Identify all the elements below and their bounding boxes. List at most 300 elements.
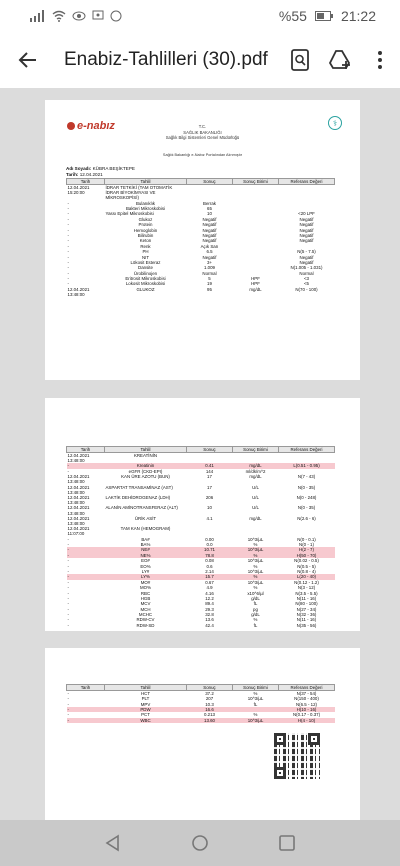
cell-ref: N(35 - 56) bbox=[296, 622, 317, 628]
cell-result: 0.213 bbox=[204, 712, 215, 718]
cell-date: - bbox=[67, 585, 69, 591]
cell-ref: N(11 - 16) bbox=[296, 595, 317, 601]
cell-unit: 10^3/µL bbox=[247, 696, 264, 702]
cell-date: 12.04.2021 13:48:00 bbox=[67, 453, 90, 464]
cell-unit: HPF bbox=[251, 276, 260, 282]
cell-test: MCH bbox=[140, 606, 151, 612]
cell-result: 4.16 bbox=[205, 590, 214, 596]
cell-date: - bbox=[67, 254, 69, 260]
table-row bbox=[67, 505, 335, 515]
cell-ref: Negatif bbox=[299, 216, 314, 222]
cell-unit: % bbox=[253, 691, 258, 696]
cell-ref: N(0.12 - 1.2) bbox=[294, 579, 319, 585]
cell-unit bbox=[233, 526, 279, 536]
cell-ref: L(0.51 - 0.95) bbox=[279, 463, 335, 468]
cell-result: Negatif bbox=[202, 238, 217, 244]
cell-test: Bilirubin bbox=[137, 232, 154, 238]
cell-ref: Negatif bbox=[299, 259, 314, 265]
cell-test: BA% bbox=[140, 542, 151, 548]
more-vert-icon bbox=[377, 50, 383, 70]
cell-date: - bbox=[67, 243, 69, 249]
cell-ref: N(2.6 - 6) bbox=[297, 515, 316, 521]
cell-unit: % bbox=[253, 617, 258, 623]
cell-test: NIT bbox=[141, 254, 150, 260]
cell-test: Bakteri Mikroskobisi bbox=[125, 206, 166, 211]
status-icons-left bbox=[30, 10, 122, 22]
cell-test: EO# bbox=[141, 558, 150, 564]
cell-test: NE% bbox=[105, 553, 187, 558]
cell-unit: fL bbox=[253, 701, 258, 707]
ministry-line: T.C. bbox=[198, 124, 207, 129]
cell-unit: U/L bbox=[252, 505, 259, 511]
cell-date: - bbox=[67, 568, 69, 574]
cell-date: - bbox=[67, 249, 69, 255]
cell-ref: N(6.5 - 12) bbox=[296, 701, 317, 707]
cell-result: Negatif bbox=[202, 216, 217, 222]
table-row bbox=[67, 287, 335, 297]
cell-test: Eritrosit Mikroskobisi bbox=[125, 276, 166, 282]
cell-ref: N(0 - 248) bbox=[296, 495, 317, 500]
cell-date: - bbox=[67, 574, 105, 579]
cell-ref: N(0 - 35) bbox=[297, 484, 316, 490]
wifi-icon bbox=[52, 10, 66, 22]
cell-date: 12.04.2021 11:07:00 bbox=[67, 526, 90, 537]
cell-result: 0.67 bbox=[205, 579, 214, 585]
cell-ref: N(70 - 100) bbox=[295, 286, 318, 292]
cell-date: - bbox=[67, 276, 69, 282]
col-header: Tahlil bbox=[105, 685, 187, 691]
portal-note: Sağlık Bakanlığı e-Nabız Portalından Alınmıştır bbox=[162, 153, 243, 157]
pdf-page-1 bbox=[45, 100, 360, 380]
cell-date: - bbox=[67, 563, 69, 569]
cell-unit: mg/dL bbox=[249, 474, 262, 480]
col-header: Sonuç bbox=[187, 447, 233, 453]
cell-result: Negatif bbox=[202, 232, 217, 238]
patient-info bbox=[45, 166, 360, 178]
cell-ref: N(32 - 36) bbox=[296, 612, 317, 618]
cell-date: - bbox=[67, 200, 69, 206]
cell-unit: U/L bbox=[252, 495, 259, 500]
cell-result bbox=[187, 453, 233, 464]
cell-unit bbox=[233, 185, 279, 201]
patient-name: KÜBRA BEŞİKTEPE bbox=[92, 166, 135, 171]
document-title: Enabiz-Tahlilleri (30).pdf bbox=[64, 49, 268, 70]
cell-result: Negatif bbox=[202, 227, 217, 233]
cell-result: Negatif bbox=[202, 222, 217, 228]
cell-test: Glukoz bbox=[138, 216, 153, 222]
cell-result: 17 bbox=[207, 474, 212, 480]
date-label: Tarih: bbox=[66, 172, 79, 177]
cell-ref: N(0.17 - 0.37) bbox=[292, 712, 321, 718]
cell-unit: % bbox=[253, 712, 258, 718]
cell-date: - bbox=[67, 691, 69, 696]
cell-date: - bbox=[67, 595, 69, 601]
cell-date: - bbox=[67, 536, 69, 542]
results-table bbox=[66, 446, 335, 628]
cell-unit: g/dL bbox=[251, 612, 260, 618]
cell-date: - bbox=[67, 579, 69, 585]
cell-date: - bbox=[67, 712, 69, 718]
report-date: 12.04.2021 bbox=[79, 172, 103, 177]
cell-date: - bbox=[67, 617, 69, 623]
cell-ref: N(0.8 - 4) bbox=[297, 568, 316, 574]
cell-ref: <3 bbox=[303, 276, 309, 282]
clock: 21:22 bbox=[340, 8, 376, 24]
table-row bbox=[67, 185, 335, 201]
more-options-button[interactable] bbox=[360, 32, 400, 88]
pdf-page-3 bbox=[45, 648, 360, 820]
cast-icon bbox=[92, 10, 104, 22]
cell-ref: <20 LPF bbox=[298, 211, 315, 217]
cell-test: EO% bbox=[140, 563, 151, 569]
cell-result: 29.3 bbox=[205, 606, 214, 612]
cell-result: 6.5 bbox=[206, 249, 213, 255]
qr-code bbox=[274, 733, 320, 779]
cell-unit: pg bbox=[253, 606, 258, 612]
cell-ref: Negatif bbox=[299, 254, 314, 260]
cell-date: - bbox=[67, 707, 105, 712]
cell-result: 19 bbox=[207, 281, 212, 287]
cell-result: 10 bbox=[207, 505, 212, 511]
arrow-left-icon bbox=[18, 50, 38, 70]
table-row bbox=[67, 526, 335, 536]
cell-ref: N(3.5 - 5.5) bbox=[295, 590, 318, 596]
cell-test: Hemoglobin bbox=[133, 227, 158, 233]
table-row bbox=[67, 485, 335, 495]
cell-result: 10 bbox=[207, 211, 212, 217]
cell-test: Ürobilinojen bbox=[133, 270, 158, 276]
cell-ref: N(0.02 - 0.5) bbox=[294, 558, 319, 564]
cell-test: MCHC bbox=[138, 612, 153, 618]
cell-result: 4.9 bbox=[206, 585, 213, 591]
cell-result: Negatif bbox=[202, 254, 217, 260]
cell-date: - bbox=[67, 270, 69, 276]
cell-unit: fL bbox=[253, 601, 258, 607]
cell-test: HCT bbox=[140, 691, 151, 696]
nav-recents-icon[interactable] bbox=[278, 834, 296, 852]
cell-result: 4.1 bbox=[206, 515, 213, 521]
cell-unit: g/dL bbox=[251, 595, 260, 601]
cell-test: NE# bbox=[105, 547, 187, 552]
cell-ref: N(1.005 - 1.031) bbox=[290, 265, 323, 271]
cell-unit: U/L bbox=[252, 484, 259, 490]
cell-result: 0.08 bbox=[205, 558, 214, 564]
cell-ref: N(27 - 34) bbox=[296, 606, 317, 612]
cell-unit: 10^3/µL bbox=[233, 547, 279, 552]
cell-date: - bbox=[67, 463, 105, 468]
ministry-emblem-icon: ⚕ bbox=[328, 116, 342, 130]
cell-ref: H(4 - 10) bbox=[279, 718, 335, 723]
cell-ref: Negatif bbox=[299, 232, 314, 238]
signal-icon bbox=[30, 10, 46, 22]
cell-test: Yassı Epitel Mikroskobisi bbox=[105, 211, 154, 217]
col-header: Referans Değeri bbox=[279, 685, 335, 691]
cell-result bbox=[187, 526, 233, 536]
cell-test: Renk bbox=[140, 243, 151, 249]
cell-date: - bbox=[67, 281, 69, 287]
cell-test: RBC bbox=[140, 590, 151, 596]
cell-ref: Negatif bbox=[299, 227, 314, 233]
cell-test: MO% bbox=[140, 585, 151, 591]
cell-test: TAM KAN (HEMOGRAM) bbox=[120, 526, 171, 532]
app-bar bbox=[0, 32, 400, 88]
col-header: Sonuç Birimi bbox=[233, 685, 279, 691]
qr-finder bbox=[308, 733, 320, 745]
cell-result: 95 bbox=[207, 286, 212, 292]
cell-test: KREATİNİN bbox=[133, 453, 158, 458]
cell-unit: 10^3/µL bbox=[247, 558, 264, 564]
cell-result: 17 bbox=[207, 484, 212, 490]
cell-result: 15.7 bbox=[187, 574, 233, 579]
nav-home-icon[interactable] bbox=[191, 834, 209, 852]
cell-ref: H(10 - 16) bbox=[279, 707, 335, 712]
cell-test: PH bbox=[142, 249, 149, 255]
cell-result: 10.71 bbox=[187, 547, 233, 552]
cell-ref: <5 bbox=[303, 281, 309, 287]
cell-result: 32.8 bbox=[205, 612, 214, 618]
cell-unit: mg/dL bbox=[249, 286, 262, 292]
cell-test: HGB bbox=[140, 595, 151, 601]
pdf-viewer[interactable] bbox=[0, 88, 400, 820]
cell-unit: % bbox=[253, 563, 258, 569]
cell-ref: N(80 - 100) bbox=[295, 601, 318, 607]
cell-date: 12.04.2021 13:48:00 bbox=[67, 484, 90, 495]
cell-test: WBC bbox=[105, 718, 187, 723]
cell-date: - bbox=[67, 216, 69, 222]
cell-date: - bbox=[67, 227, 69, 233]
cell-test: MPV bbox=[140, 701, 151, 707]
cell-result: Normal bbox=[202, 270, 217, 276]
cell-date: - bbox=[67, 222, 69, 228]
cell-date: - bbox=[67, 558, 69, 564]
cell-unit: fL bbox=[253, 622, 258, 628]
cell-test: ÜRİK ASİT bbox=[134, 515, 157, 521]
cell-result: 65 bbox=[207, 206, 212, 211]
results-table bbox=[66, 684, 335, 723]
cell-date: - bbox=[67, 606, 69, 612]
cell-result: 1.009 bbox=[204, 265, 215, 271]
col-header: Tarih bbox=[67, 179, 105, 185]
cell-unit: 10^3/µL bbox=[247, 579, 264, 585]
col-header: Referans Değeri bbox=[279, 179, 335, 185]
add-to-drive-button[interactable] bbox=[320, 32, 360, 88]
cell-date: - bbox=[67, 238, 69, 244]
cell-test: PDW bbox=[105, 707, 187, 712]
cell-test: İDRAR TETKİKİ (TAM OTOMATİK İDRAR BİYOKİMYASI VE MİKROSKOPİSİ) bbox=[105, 185, 173, 201]
cell-test: ALANİN AMİNOTRANSFERAZ (ALT) bbox=[105, 505, 178, 511]
cell-date: 12.04.2021 13:48:00 bbox=[67, 515, 90, 527]
cell-ref: H(2 - 7) bbox=[279, 547, 335, 552]
cell-ref bbox=[279, 185, 335, 201]
cell-ref bbox=[279, 526, 335, 536]
cell-test: Bulanıklık bbox=[135, 200, 156, 206]
cell-test: PCT bbox=[141, 712, 150, 718]
cell-result: 0.00 bbox=[205, 536, 214, 542]
cell-result: 207 bbox=[205, 696, 214, 702]
results-table bbox=[66, 178, 335, 297]
cell-unit bbox=[233, 453, 279, 464]
cell-test: LY# bbox=[141, 568, 150, 574]
table-row bbox=[67, 474, 335, 484]
cell-unit: mg/dL bbox=[249, 515, 262, 521]
cell-result: 5 bbox=[208, 276, 211, 282]
cell-date: - bbox=[67, 468, 69, 474]
cell-result: Berrak bbox=[203, 200, 216, 206]
cell-unit: x10^6/µl bbox=[247, 590, 264, 596]
cell-ref: H(50 - 70) bbox=[279, 553, 335, 558]
cell-date: 12.04.2021 13:48:00 bbox=[67, 495, 90, 506]
cell-unit: mg/dL bbox=[233, 463, 279, 468]
cell-ref: N(11 - 16) bbox=[296, 617, 317, 623]
cell-result: 37.2 bbox=[205, 691, 214, 696]
patient-label: Adı Soyadı: bbox=[66, 166, 92, 171]
cell-test: PLT bbox=[141, 696, 150, 702]
cell-date: - bbox=[67, 696, 69, 702]
cell-test: KAN ÜRE AZOTU (BUN) bbox=[121, 474, 170, 480]
cell-test: Keton bbox=[139, 238, 152, 244]
whatsapp-icon bbox=[110, 10, 122, 22]
col-header: Sonuç Birimi bbox=[233, 447, 279, 453]
cell-test: Protein bbox=[138, 222, 153, 228]
col-header: Sonuç bbox=[187, 179, 233, 185]
cell-result: 10.3 bbox=[205, 701, 214, 707]
cell-ref: N(7 - 43) bbox=[297, 474, 316, 480]
cell-ref: N(5 - 7.5) bbox=[297, 249, 316, 255]
ministry-line: SAĞLIK BAKANLIĞI bbox=[183, 129, 222, 135]
cell-test: Lokosit Mikroskobisi bbox=[125, 281, 166, 287]
cell-unit: ml/dk/m^2 bbox=[245, 468, 266, 474]
cell-date: - bbox=[67, 701, 69, 707]
cell-unit: HPF bbox=[251, 281, 260, 287]
col-header: Sonuç Birimi bbox=[233, 179, 279, 185]
cell-result: 16.6 bbox=[187, 707, 233, 712]
col-header: Referans Değeri bbox=[279, 447, 335, 453]
cell-date: - bbox=[67, 601, 69, 607]
page-header bbox=[45, 100, 360, 148]
cell-test: LAKTİK DEHİDROGENAZ (LDH) bbox=[105, 495, 171, 500]
cell-ref: N(0 - 35) bbox=[297, 505, 316, 511]
pdf-page-2 bbox=[45, 398, 360, 631]
cell-date: - bbox=[67, 547, 105, 552]
cell-result: 144 bbox=[205, 468, 214, 474]
cell-test: BA# bbox=[141, 536, 150, 542]
cell-result: 0.6 bbox=[206, 563, 213, 569]
cell-date: 12.04.2021 13:48:00 bbox=[67, 505, 90, 516]
qr-finder bbox=[274, 733, 286, 745]
cell-result: 0.0 bbox=[206, 542, 213, 548]
cell-result: 42.4 bbox=[205, 622, 214, 628]
cell-date: - bbox=[67, 211, 69, 217]
status-icons-right bbox=[279, 8, 376, 24]
cell-unit: 10^3/µL bbox=[247, 568, 264, 574]
drive-add-icon bbox=[328, 49, 352, 71]
cell-unit: 10^3/µL bbox=[233, 718, 279, 723]
cell-test: Kreatinin bbox=[105, 463, 187, 468]
ministry-header bbox=[45, 124, 360, 141]
eye-icon bbox=[72, 11, 86, 21]
col-header: Tahlil bbox=[105, 179, 187, 185]
search-in-document-button[interactable] bbox=[280, 32, 320, 88]
table-row bbox=[67, 516, 335, 526]
cell-result: 13.60 bbox=[187, 718, 233, 723]
cell-date: 12.04.2021 13:48:00 bbox=[67, 286, 90, 298]
qr-finder bbox=[274, 767, 286, 779]
battery-icon bbox=[315, 11, 333, 21]
cell-test: Dansite bbox=[138, 265, 153, 271]
cell-ref: N(0.5 - 5) bbox=[297, 563, 316, 569]
table-row bbox=[67, 453, 335, 464]
cell-date: 12.04.2021 15:20:00 bbox=[67, 185, 90, 196]
cell-result: 2.14 bbox=[205, 568, 214, 574]
cell-date: - bbox=[67, 542, 69, 548]
col-header: Tarih bbox=[67, 447, 105, 453]
cell-ref: N(37 - 54) bbox=[296, 691, 317, 696]
cell-date: - bbox=[67, 718, 105, 723]
cell-result: 206 bbox=[205, 495, 214, 500]
cell-result: 13.6 bbox=[205, 617, 214, 623]
cell-unit: 10^3/µL bbox=[247, 536, 264, 542]
cell-result bbox=[187, 185, 233, 201]
col-header: Tarih bbox=[67, 685, 105, 691]
cell-result: Açık Sarı bbox=[200, 243, 219, 249]
cell-unit: % bbox=[233, 574, 279, 579]
ministry-line: Sağlık Bilgi Sistemleri Genel Müdürlüğü bbox=[165, 135, 240, 140]
cell-result: 89.4 bbox=[205, 601, 214, 607]
cell-test: Lökosit Esteraz bbox=[130, 259, 161, 265]
cell-ref: N(3 - 12) bbox=[297, 585, 316, 591]
cell-date: - bbox=[67, 553, 105, 558]
battery-percent: %55 bbox=[278, 8, 307, 24]
cell-unit: % bbox=[253, 585, 258, 591]
cell-ref: Normal bbox=[299, 270, 314, 276]
col-header: Sonuç bbox=[187, 685, 233, 691]
cell-date: - bbox=[67, 612, 69, 618]
cell-date: - bbox=[67, 590, 69, 596]
cell-unit: % bbox=[253, 542, 258, 548]
cell-test: LY% bbox=[105, 574, 187, 579]
cell-date: 12.04.2021 13:48:00 bbox=[67, 474, 90, 485]
cell-test: MO# bbox=[140, 579, 151, 585]
cell-test: MCV bbox=[140, 601, 151, 607]
cell-test: GLUKOZ bbox=[136, 286, 155, 292]
nav-back-icon[interactable] bbox=[104, 834, 122, 852]
cell-result: 12.2 bbox=[205, 595, 214, 601]
cell-date: - bbox=[67, 265, 69, 271]
cell-unit: % bbox=[233, 553, 279, 558]
cell-result: 78.8 bbox=[187, 553, 233, 558]
cell-ref: N(0 - 1) bbox=[299, 542, 314, 548]
cell-ref bbox=[279, 453, 335, 464]
cell-date: - bbox=[67, 622, 69, 628]
cell-ref: Negatif bbox=[299, 238, 314, 244]
back-button[interactable] bbox=[0, 32, 56, 88]
status-bar bbox=[0, 0, 400, 32]
document-search-icon bbox=[290, 49, 310, 71]
cell-test: eGFR (CKD-EPI) bbox=[128, 468, 163, 474]
cell-date: - bbox=[67, 259, 69, 265]
table-row bbox=[67, 495, 335, 505]
cell-date: - bbox=[67, 206, 69, 211]
cell-result: 3+ bbox=[206, 259, 212, 265]
system-nav-bar bbox=[0, 820, 400, 866]
cell-result: 0.41 bbox=[187, 463, 233, 468]
logo-text: e-nabız bbox=[77, 120, 115, 132]
col-header: Tahlil bbox=[105, 447, 187, 453]
table-row bbox=[67, 718, 335, 723]
cell-ref: N(0 - 0.1) bbox=[297, 536, 316, 542]
cell-ref: Negatif bbox=[299, 222, 314, 228]
cell-ref: L(20 - 40) bbox=[279, 574, 335, 579]
